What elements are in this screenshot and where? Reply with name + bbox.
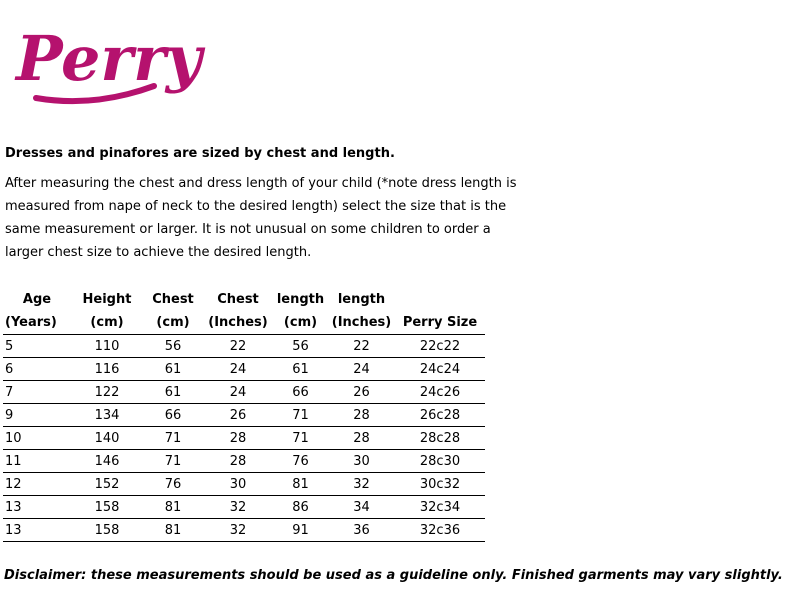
cell-perry-size: 32c36	[395, 519, 485, 542]
cell-chest-cm: 71	[143, 450, 203, 473]
header-chest-cm-unit: (cm)	[156, 315, 190, 330]
cell-chest-cm: 61	[143, 381, 203, 404]
cell-length-inches: 28	[328, 427, 395, 450]
cell-chest-cm: 81	[143, 519, 203, 542]
cell-chest-cm: 76	[143, 473, 203, 496]
cell-age: 13	[3, 496, 71, 519]
cell-length-cm: 56	[273, 335, 328, 358]
table-row	[3, 496, 485, 519]
cell-length-cm: 81	[273, 473, 328, 496]
intro-line-4: larger chest size to achieve the desired length.	[5, 245, 312, 260]
cell-chest-inches: 28	[203, 450, 273, 473]
cell-age: 11	[3, 450, 71, 473]
cell-chest-inches: 22	[203, 335, 273, 358]
table-row	[3, 450, 485, 473]
header-length-cm-unit: (cm)	[283, 315, 318, 330]
cell-age: 7	[3, 381, 71, 404]
cell-length-inches: 34	[328, 496, 395, 519]
cell-height: 122	[71, 381, 143, 404]
cell-height: 146	[71, 450, 143, 473]
header-years-unit: (Years)	[5, 315, 57, 330]
header-chest-inches: Chest	[217, 292, 259, 307]
cell-age: 13	[3, 519, 71, 542]
intro-line-2: measured from nape of neck to the desired length) select the size that is the	[5, 199, 507, 214]
cell-height: 158	[71, 519, 143, 542]
disclaimer-text: Disclaimer: these measurements should be used as a guideline only. Finished garments may vary slightly.	[4, 568, 783, 583]
intro-line-3: same measurement or larger. It is not unusual on some children to order a	[5, 222, 491, 237]
cell-length-inches: 28	[328, 404, 395, 427]
table-row	[3, 473, 485, 496]
cell-perry-size: 24c24	[395, 358, 485, 381]
cell-length-inches: 26	[328, 381, 395, 404]
cell-height: 134	[71, 404, 143, 427]
cell-chest-inches: 24	[203, 358, 273, 381]
cell-chest-inches: 26	[203, 404, 273, 427]
cell-length-inches: 24	[328, 358, 395, 381]
cell-chest-cm: 56	[143, 335, 203, 358]
cell-chest-inches: 32	[203, 519, 273, 542]
header-row-2	[3, 311, 485, 335]
cell-length-inches: 36	[328, 519, 395, 542]
header-age: Age	[22, 292, 52, 307]
cell-perry-size: 26c28	[395, 404, 485, 427]
header-perry-size: Perry Size	[402, 315, 478, 330]
cell-age: 10	[3, 427, 71, 450]
cell-perry-size: 28c28	[395, 427, 485, 450]
header-length-cm: length	[276, 292, 325, 307]
cell-chest-inches: 28	[203, 427, 273, 450]
header-length-inches: length	[337, 292, 386, 307]
table-row	[3, 519, 485, 542]
cell-length-cm: 86	[273, 496, 328, 519]
table-row	[3, 404, 485, 427]
intro-line-1: After measuring the chest and dress length of your child (*note dress length is	[5, 176, 517, 191]
cell-height: 152	[71, 473, 143, 496]
header-height: Height	[82, 292, 132, 307]
cell-chest-cm: 66	[143, 404, 203, 427]
cell-chest-cm: 81	[143, 496, 203, 519]
header-height-unit: (cm)	[90, 315, 124, 330]
cell-chest-inches: 30	[203, 473, 273, 496]
cell-perry-size: 28c30	[395, 450, 485, 473]
cell-length-cm: 71	[273, 427, 328, 450]
cell-height: 158	[71, 496, 143, 519]
svg-text:Perry: Perry	[16, 22, 202, 95]
cell-chest-cm: 71	[143, 427, 203, 450]
cell-length-inches: 32	[328, 473, 395, 496]
table-row	[3, 427, 485, 450]
cell-perry-size: 32c34	[395, 496, 485, 519]
cell-length-cm: 91	[273, 519, 328, 542]
cell-age: 5	[3, 335, 71, 358]
cell-length-inches: 22	[328, 335, 395, 358]
cell-height: 140	[71, 427, 143, 450]
header-row-1	[3, 288, 485, 311]
cell-length-cm: 76	[273, 450, 328, 473]
header-length-inches-unit: (Inches)	[331, 315, 392, 330]
cell-height: 110	[71, 335, 143, 358]
table-row	[3, 335, 485, 358]
cell-perry-size: 30c32	[395, 473, 485, 496]
header-chest-cm: Chest	[152, 292, 194, 307]
table-row	[3, 381, 485, 404]
cell-age: 6	[3, 358, 71, 381]
cell-perry-size: 22c22	[395, 335, 485, 358]
perry-logo	[14, 16, 202, 106]
header-blank	[395, 288, 485, 311]
cell-length-cm: 71	[273, 404, 328, 427]
table-row	[3, 358, 485, 381]
cell-perry-size: 24c26	[395, 381, 485, 404]
header-chest-inches-unit: (Inches)	[208, 315, 268, 330]
cell-age: 12	[3, 473, 71, 496]
cell-age: 9	[3, 404, 71, 427]
cell-height: 116	[71, 358, 143, 381]
perry-logo-icon	[14, 16, 202, 106]
cell-length-inches: 30	[328, 450, 395, 473]
cell-length-cm: 61	[273, 358, 328, 381]
sizing-heading: Dresses and pinafores are sized by chest and length.	[5, 146, 395, 161]
cell-chest-inches: 32	[203, 496, 273, 519]
cell-chest-cm: 61	[143, 358, 203, 381]
cell-length-cm: 66	[273, 381, 328, 404]
cell-chest-inches: 24	[203, 381, 273, 404]
size-chart-table	[3, 288, 485, 542]
